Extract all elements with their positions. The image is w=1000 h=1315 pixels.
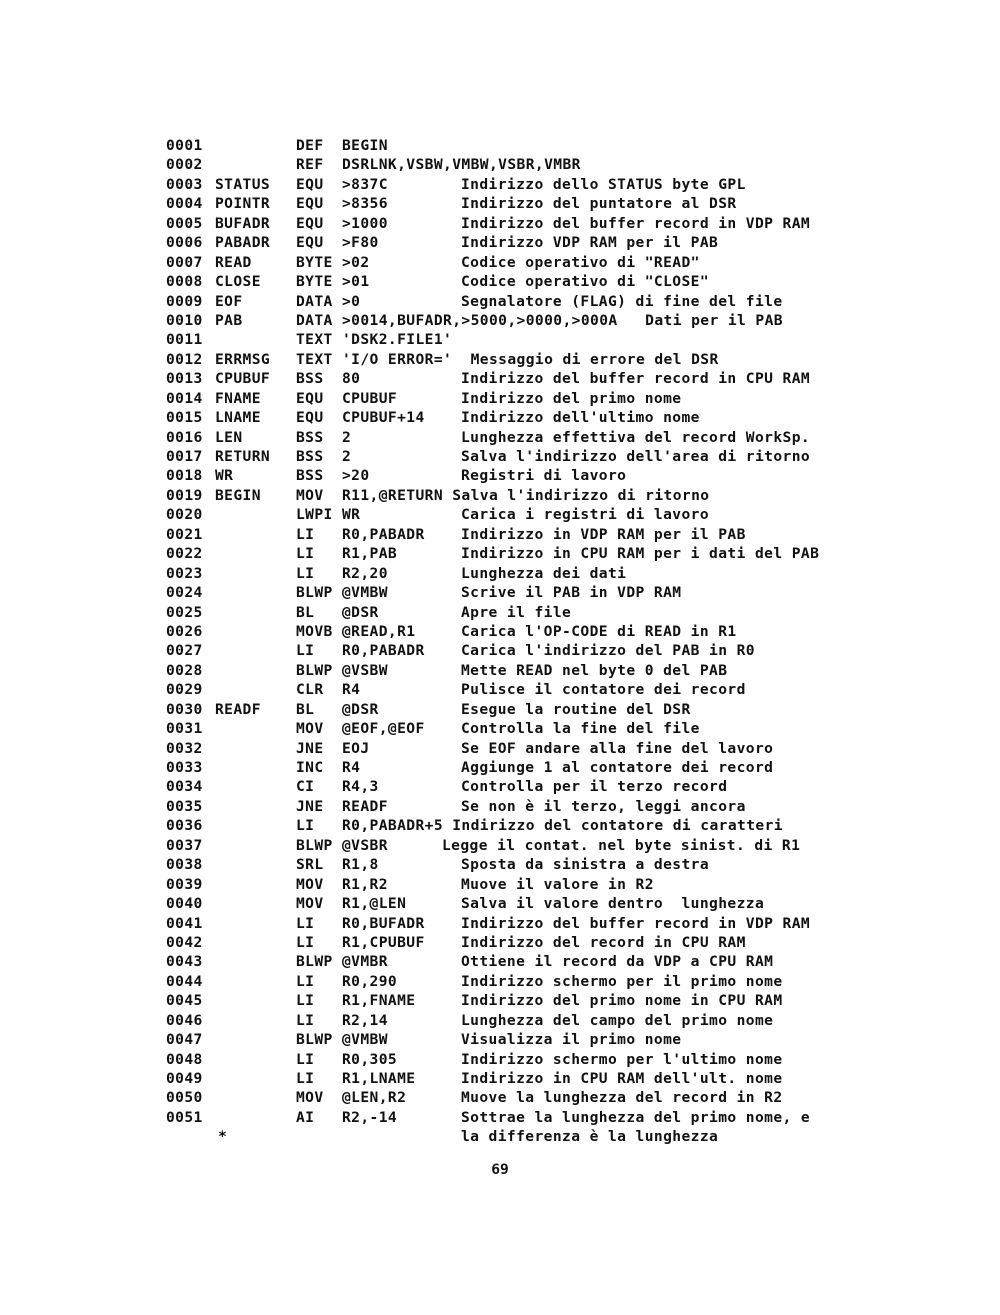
line-opcode: LI <box>296 1070 315 1087</box>
line-opcode: REF <box>296 156 324 174</box>
line-comment: Sottrae la lunghezza del primo nome, e <box>461 1108 811 1126</box>
line-operand: R1,FNAME <box>342 992 416 1010</box>
code-line <box>166 952 966 971</box>
line-label: BUFADR <box>215 214 271 232</box>
line-label: LNAME <box>215 409 261 427</box>
code-line <box>166 894 966 913</box>
line-number: 0044 <box>166 972 203 990</box>
line-comment: Indirizzo dell'ultimo nome <box>461 409 700 427</box>
line-comment: Indirizzo del record in CPU RAM <box>461 933 746 951</box>
line-operand: DSRLNK,VSBW,VMBW,VSBR,VMBR <box>342 156 581 174</box>
line-operand: @VMBR <box>342 953 388 971</box>
line-number: 0021 <box>166 525 203 543</box>
line-comment: Apre il file <box>461 603 572 621</box>
line-operand: CPUBUF+14 <box>342 409 425 427</box>
line-number: 0048 <box>166 1050 203 1068</box>
line-operand: @EOF,@EOF <box>342 720 425 738</box>
line-number: 0008 <box>166 273 203 291</box>
line-comment: Codice operativo di "CLOSE" <box>461 273 710 291</box>
line-opcode: JNE <box>296 739 324 757</box>
line-number: 0028 <box>166 661 203 679</box>
code-line <box>166 428 966 447</box>
line-opcode: AI <box>296 1108 315 1126</box>
line-operand: R4,3 <box>342 778 379 796</box>
line-number: 0038 <box>166 856 203 874</box>
code-line <box>166 525 966 544</box>
line-number: 0045 <box>166 992 203 1010</box>
line-operand: R4 <box>342 759 361 776</box>
line-opcode: LI <box>296 933 315 951</box>
line-number: 0030 <box>166 700 203 718</box>
line-operand: R4 <box>342 681 361 699</box>
line-opcode: JNE <box>296 797 324 815</box>
assembly-listing <box>166 136 966 1147</box>
line-opcode: LI <box>296 1050 315 1068</box>
code-line <box>166 836 966 855</box>
line-comment: Salva il valore dentro lunghezza <box>461 895 765 913</box>
line-opcode: MOV <box>296 486 324 504</box>
code-line <box>166 311 966 330</box>
line-number: 0003 <box>166 175 203 193</box>
line-opcode: DEF <box>296 137 324 154</box>
page-number: 69 <box>491 1161 509 1178</box>
line-number: 0050 <box>166 1089 203 1107</box>
line-operand: @VSBW <box>342 661 388 679</box>
line-opcode: LI <box>296 564 315 582</box>
line-number: 0012 <box>166 350 203 368</box>
line-comment: Indirizzo del primo nome in CPU RAM <box>461 992 783 1010</box>
code-line <box>166 603 966 622</box>
line-operand: @VMBW <box>342 584 388 602</box>
line-operand: CPUBUF <box>342 389 398 407</box>
code-line <box>166 466 966 485</box>
line-comment: Segnalatore (FLAG) di fine del file <box>461 292 783 310</box>
line-opcode: BYTE <box>296 273 333 291</box>
line-number: 0017 <box>166 448 203 465</box>
line-comment: Carica i registri di lavoro <box>461 506 710 524</box>
line-number: 0032 <box>166 739 203 757</box>
code-line <box>166 253 966 272</box>
line-operand: @READ,R1 <box>342 622 416 640</box>
line-number: 0023 <box>166 564 203 582</box>
line-comment: la differenza è la lunghezza <box>461 1128 719 1146</box>
line-number: 0019 <box>166 486 203 504</box>
code-line <box>166 758 966 777</box>
code-line <box>166 777 966 796</box>
line-operand: 80 <box>342 370 361 388</box>
line-label: BEGIN <box>215 486 261 504</box>
line-number: 0036 <box>166 817 203 835</box>
line-operand: >02 <box>342 253 370 271</box>
code-line <box>166 369 966 388</box>
line-opcode: EQU <box>296 214 324 232</box>
line-number: 0014 <box>166 389 203 407</box>
line-number: 0002 <box>166 156 203 174</box>
line-number: 0005 <box>166 214 203 232</box>
line-opcode: BL <box>296 603 315 621</box>
line-operand: R2,20 <box>342 564 388 582</box>
line-opcode: DATA <box>296 292 333 310</box>
line-opcode: EQU <box>296 389 324 407</box>
line-opcode: LI <box>296 525 315 543</box>
line-comment: Lunghezza dei dati <box>461 564 627 582</box>
line-label: POINTR <box>215 195 271 213</box>
asterisk-marker: * <box>218 1128 228 1146</box>
line-opcode: EQU <box>296 234 324 252</box>
line-opcode: CLR <box>296 681 324 699</box>
line-comment: Carica l'indirizzo del PAB in R0 <box>461 642 755 660</box>
line-operand: R0,BUFADR <box>342 914 425 932</box>
line-number: 0034 <box>166 778 203 796</box>
line-number: 0016 <box>166 428 203 446</box>
line-operand: >0 <box>342 292 361 310</box>
line-comment: Indirizzo schermo per l'ultimo nome <box>461 1050 783 1068</box>
code-line <box>166 175 966 194</box>
line-number: 0018 <box>166 467 203 485</box>
line-opcode: BYTE <box>296 253 333 271</box>
line-number: 0046 <box>166 1011 203 1029</box>
line-opcode: BLWP <box>296 584 333 602</box>
line-number: 0010 <box>166 311 203 329</box>
code-line <box>166 1127 966 1146</box>
code-line <box>166 136 966 155</box>
line-comment: Salva l'indirizzo dell'area di ritorno <box>461 448 811 465</box>
line-number: 0042 <box>166 933 203 951</box>
code-line <box>166 719 966 738</box>
line-opcode: BLWP <box>296 661 333 679</box>
line-operand: R0,PABADR <box>342 642 425 660</box>
line-number: 0026 <box>166 622 203 640</box>
line-comment: Carica l'OP-CODE di READ in R1 <box>461 622 737 640</box>
line-operand: 'I/O ERROR=' Messaggio di errore del DSR <box>342 350 719 368</box>
line-opcode: LI <box>296 992 315 1010</box>
line-number: 0051 <box>166 1108 203 1126</box>
line-comment: Indirizzo del buffer record in CPU RAM <box>461 370 811 388</box>
code-line <box>166 233 966 252</box>
line-opcode: DATA <box>296 311 333 329</box>
line-comment: Se non è il terzo, leggi ancora <box>461 797 746 815</box>
code-line <box>166 292 966 311</box>
line-operand: R0,PABADR+5 Indirizzo del contatore di caratteri <box>342 817 783 835</box>
line-comment: Controlla per il terzo record <box>461 778 728 796</box>
line-operand: 2 <box>342 448 352 465</box>
line-opcode: EQU <box>296 175 324 193</box>
line-operand: >20 <box>342 467 370 485</box>
code-line <box>166 914 966 933</box>
line-number: 0049 <box>166 1070 203 1087</box>
line-comment: Indirizzo del puntatore al DSR <box>461 195 737 213</box>
code-line <box>166 739 966 758</box>
line-label: STATUS <box>215 175 271 193</box>
code-line <box>166 408 966 427</box>
line-number: 0015 <box>166 409 203 427</box>
line-operand: >1000 <box>342 214 388 232</box>
line-comment: Muove la lunghezza del record in R2 <box>461 1089 783 1107</box>
line-operand: R11,@RETURN Salva l'indirizzo di ritorno <box>342 486 710 504</box>
code-line <box>166 1050 966 1069</box>
line-operand: R2,-14 <box>342 1108 398 1126</box>
line-operand: R2,14 <box>342 1011 388 1029</box>
line-label: ERRMSG <box>215 350 271 368</box>
line-opcode: BLWP <box>296 953 333 971</box>
line-operand: EOJ <box>342 739 370 757</box>
line-comment: Esegue la routine del DSR <box>461 700 691 718</box>
line-number: 0040 <box>166 895 203 913</box>
code-line <box>166 330 966 349</box>
line-operand: >01 <box>342 273 370 291</box>
code-line <box>166 194 966 213</box>
line-comment: Pulisce il contatore dei record <box>461 681 746 699</box>
line-number: 0039 <box>166 875 203 893</box>
line-comment: Sposta da sinistra a destra <box>461 856 710 874</box>
line-number: 0011 <box>166 331 203 349</box>
line-operand: @DSR <box>342 603 379 621</box>
line-number: 0022 <box>166 545 203 563</box>
line-comment: Visualizza il primo nome <box>461 1031 682 1049</box>
line-operand: R0,305 <box>342 1050 398 1068</box>
code-line <box>166 447 966 466</box>
line-operand: BEGIN <box>342 137 388 154</box>
line-opcode: BLWP <box>296 836 333 854</box>
line-opcode: EQU <box>296 409 324 427</box>
line-label: PABADR <box>215 234 271 252</box>
line-operand: @VMBW <box>342 1031 388 1049</box>
line-opcode: TEXT <box>296 331 333 349</box>
code-line <box>166 1088 966 1107</box>
line-comment: Muove il valore in R2 <box>461 875 654 893</box>
line-operand: WR <box>342 506 361 524</box>
line-number: 0004 <box>166 195 203 213</box>
code-line <box>166 622 966 641</box>
line-operand: R0,PABADR <box>342 525 425 543</box>
code-line <box>166 933 966 952</box>
line-opcode: LI <box>296 1011 315 1029</box>
line-label: FNAME <box>215 389 261 407</box>
line-operand: 'DSK2.FILE1' <box>342 331 453 349</box>
line-label: CPUBUF <box>215 370 271 388</box>
line-label: EOF <box>215 292 243 310</box>
line-number: 0027 <box>166 642 203 660</box>
code-line <box>166 486 966 505</box>
line-comment: Indirizzo in CPU RAM per i dati del PAB <box>461 545 820 563</box>
line-number: 0009 <box>166 292 203 310</box>
code-line <box>166 505 966 524</box>
code-line <box>166 1069 966 1088</box>
code-line <box>166 1030 966 1049</box>
line-operand: @LEN,R2 <box>342 1089 407 1107</box>
line-operand: @DSR <box>342 700 379 718</box>
code-line <box>166 991 966 1010</box>
line-operand: R1,CPUBUF <box>342 933 425 951</box>
code-line <box>166 350 966 369</box>
line-opcode: BL <box>296 700 315 718</box>
line-comment: Aggiunge 1 al contatore dei record <box>461 759 774 776</box>
line-number: 0031 <box>166 720 203 738</box>
line-opcode: BSS <box>296 370 324 388</box>
line-number: 0037 <box>166 836 203 854</box>
line-operand: R1,R2 <box>342 875 388 893</box>
line-opcode: LWPI <box>296 506 333 524</box>
line-number: 0024 <box>166 584 203 602</box>
line-opcode: BLWP <box>296 1031 333 1049</box>
line-operand: >F80 <box>342 234 379 252</box>
line-operand: R0,290 <box>342 972 398 990</box>
line-operand: READF <box>342 797 388 815</box>
line-number: 0035 <box>166 797 203 815</box>
line-label: READF <box>215 700 261 718</box>
line-opcode: LI <box>296 817 315 835</box>
code-line <box>166 389 966 408</box>
code-line <box>166 641 966 660</box>
line-opcode: MOVB <box>296 622 333 640</box>
line-label: CLOSE <box>215 273 261 291</box>
line-opcode: INC <box>296 759 324 776</box>
code-line <box>166 816 966 835</box>
line-comment: Indirizzo del buffer record in VDP RAM <box>461 914 811 932</box>
line-number: 0047 <box>166 1031 203 1049</box>
line-number: 0006 <box>166 234 203 252</box>
line-opcode: MOV <box>296 720 324 738</box>
line-opcode: MOV <box>296 1089 324 1107</box>
line-operand: R1,8 <box>342 856 379 874</box>
code-line <box>166 680 966 699</box>
line-comment: Controlla la fine del file <box>461 720 700 738</box>
code-line <box>166 661 966 680</box>
line-opcode: LI <box>296 972 315 990</box>
line-opcode: TEXT <box>296 350 333 368</box>
code-line <box>166 700 966 719</box>
line-operand: >8356 <box>342 195 388 213</box>
line-opcode: CI <box>296 778 315 796</box>
line-opcode: MOV <box>296 895 324 913</box>
line-comment: Codice operativo di "READ" <box>461 253 700 271</box>
line-comment: Registri di lavoro <box>461 467 627 485</box>
line-number: 0041 <box>166 914 203 932</box>
line-comment: Lunghezza effettiva del record WorkSp. <box>461 428 811 446</box>
code-line <box>166 155 966 174</box>
line-number: 0013 <box>166 370 203 388</box>
line-comment: Legge il contat. nel byte sinist. di R1 <box>442 836 801 854</box>
code-line <box>166 797 966 816</box>
line-number: 0029 <box>166 681 203 699</box>
line-number: 0020 <box>166 506 203 524</box>
line-number: 0025 <box>166 603 203 621</box>
line-opcode: BSS <box>296 428 324 446</box>
code-line <box>166 875 966 894</box>
line-operand: >837C <box>342 175 388 193</box>
code-line <box>166 272 966 291</box>
line-operand: >0014,BUFADR,>5000,>0000,>000A Dati per il PAB <box>342 311 783 329</box>
line-opcode: LI <box>296 545 315 563</box>
line-opcode: LI <box>296 642 315 660</box>
line-label: RETURN <box>215 448 271 465</box>
line-opcode: SRL <box>296 856 324 874</box>
line-comment: Indirizzo schermo per il primo nome <box>461 972 783 990</box>
line-comment: Mette READ nel byte 0 del PAB <box>461 661 728 679</box>
line-operand: R1,PAB <box>342 545 398 563</box>
line-number: 0043 <box>166 953 203 971</box>
line-operand: R1,LNAME <box>342 1070 416 1087</box>
line-operand: @VSBR <box>342 836 388 854</box>
line-opcode: BSS <box>296 448 324 465</box>
code-line <box>166 972 966 991</box>
line-label: PAB <box>215 311 243 329</box>
line-label: LEN <box>215 428 243 446</box>
line-label: WR <box>215 467 234 485</box>
line-opcode: MOV <box>296 875 324 893</box>
code-line <box>166 1108 966 1127</box>
line-operand: R1,@LEN <box>342 895 407 913</box>
line-comment: Indirizzo VDP RAM per il PAB <box>461 234 719 252</box>
line-comment: Indirizzo in CPU RAM dell'ult. nome <box>461 1070 783 1087</box>
line-opcode: EQU <box>296 195 324 213</box>
code-line <box>166 1011 966 1030</box>
line-comment: Se EOF andare alla fine del lavoro <box>461 739 774 757</box>
line-number: 0033 <box>166 759 203 776</box>
line-opcode: LI <box>296 914 315 932</box>
line-comment: Indirizzo del buffer record in VDP RAM <box>461 214 811 232</box>
line-label: READ <box>215 253 252 271</box>
line-opcode: BSS <box>296 467 324 485</box>
line-comment: Scrive il PAB in VDP RAM <box>461 584 682 602</box>
code-line <box>166 564 966 583</box>
line-comment: Indirizzo del primo nome <box>461 389 682 407</box>
line-comment: Indirizzo in VDP RAM per il PAB <box>461 525 746 543</box>
line-comment: Indirizzo dello STATUS byte GPL <box>461 175 746 193</box>
code-line <box>166 855 966 874</box>
line-comment: Ottiene il record da VDP a CPU RAM <box>461 953 774 971</box>
line-number: 0001 <box>166 137 203 154</box>
code-line <box>166 544 966 563</box>
line-operand: 2 <box>342 428 352 446</box>
line-comment: Lunghezza del campo del primo nome <box>461 1011 774 1029</box>
code-line <box>166 583 966 602</box>
code-line <box>166 214 966 233</box>
line-number: 0007 <box>166 253 203 271</box>
